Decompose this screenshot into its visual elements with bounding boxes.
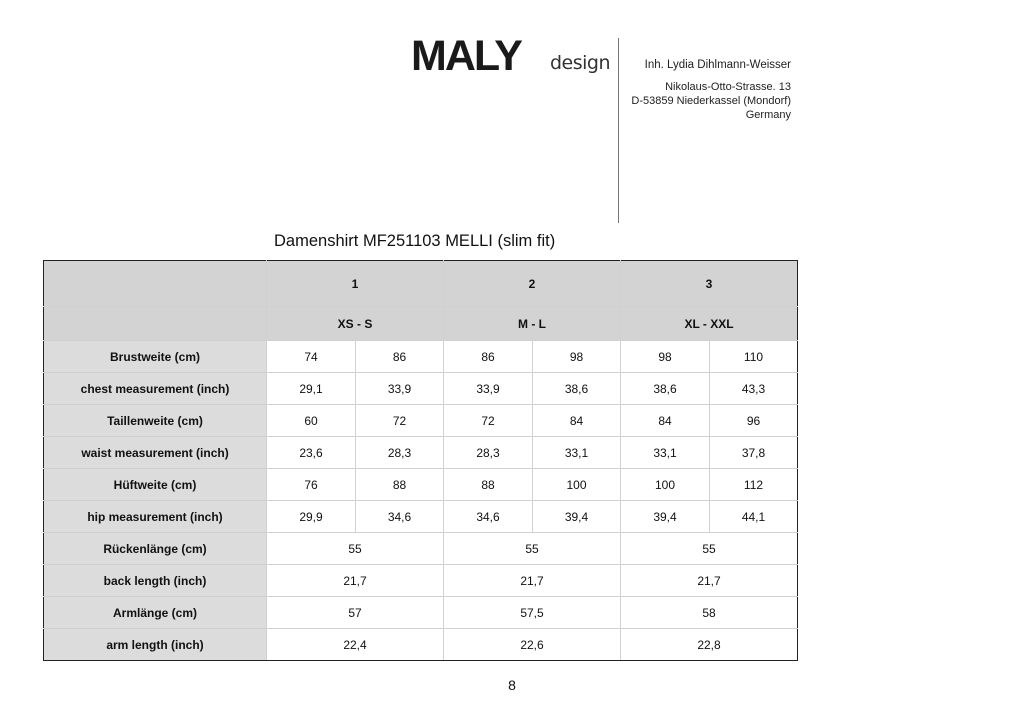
table-cell: 112 <box>710 469 798 501</box>
table-cell: 72 <box>356 405 444 437</box>
table-cell: 29,1 <box>267 373 356 405</box>
table-cell: 33,9 <box>444 373 533 405</box>
table-cell: 86 <box>356 341 444 373</box>
table-cell: 84 <box>533 405 621 437</box>
table-cell: 96 <box>710 405 798 437</box>
table-cell: 43,3 <box>710 373 798 405</box>
table-cell: 29,9 <box>267 501 356 533</box>
address-street: Nikolaus-Otto-Strasse. 13 <box>665 81 791 93</box>
table-cell: 22,4 <box>267 629 444 661</box>
row-label: hip measurement (inch) <box>44 501 267 533</box>
table-cell: 55 <box>621 533 798 565</box>
table-cell: 86 <box>444 341 533 373</box>
table-row <box>44 533 798 565</box>
brand-name: MALY <box>411 32 521 80</box>
size-range-header: M - L <box>444 307 621 341</box>
table-cell: 21,7 <box>621 565 798 597</box>
table-cell: 98 <box>621 341 710 373</box>
table-cell: 38,6 <box>533 373 621 405</box>
table-cell: 39,4 <box>621 501 710 533</box>
brand-logo <box>411 32 611 80</box>
table-cell: 58 <box>621 597 798 629</box>
table-cell: 84 <box>621 405 710 437</box>
table-cell: 98 <box>533 341 621 373</box>
header-row-groups <box>44 261 798 307</box>
row-label: Rückenlänge (cm) <box>44 533 267 565</box>
table-cell: 38,6 <box>621 373 710 405</box>
table-cell: 22,8 <box>621 629 798 661</box>
group-header: 2 <box>444 261 621 307</box>
table-cell: 22,6 <box>444 629 621 661</box>
table-row <box>44 629 798 661</box>
group-header: 1 <box>267 261 444 307</box>
table-cell: 72 <box>444 405 533 437</box>
table-row <box>44 565 798 597</box>
table-cell: 57 <box>267 597 444 629</box>
table-cell: 57,5 <box>444 597 621 629</box>
address-country: Germany <box>745 109 791 121</box>
page-number: 8 <box>508 677 516 693</box>
row-label: Brustweite (cm) <box>44 341 267 373</box>
address-block <box>631 58 791 122</box>
row-label: Hüftweite (cm) <box>44 469 267 501</box>
table-cell: 55 <box>444 533 621 565</box>
brand-sub: design <box>550 52 611 74</box>
size-range-header: XL - XXL <box>621 307 798 341</box>
row-label: Taillenweite (cm) <box>44 405 267 437</box>
table-row <box>44 597 798 629</box>
table-cell: 60 <box>267 405 356 437</box>
table-row <box>44 341 798 373</box>
size-chart-table <box>43 260 798 661</box>
table-cell: 28,3 <box>356 437 444 469</box>
table-cell: 110 <box>710 341 798 373</box>
table-cell: 21,7 <box>444 565 621 597</box>
size-range-header: XS - S <box>267 307 444 341</box>
row-label: waist measurement (inch) <box>44 437 267 469</box>
table-cell: 88 <box>356 469 444 501</box>
address-city: D-53859 Niederkassel (Mondorf) <box>631 95 791 107</box>
table-row <box>44 373 798 405</box>
table-cell: 55 <box>267 533 444 565</box>
table-cell: 74 <box>267 341 356 373</box>
table-row <box>44 405 798 437</box>
table-cell: 39,4 <box>533 501 621 533</box>
table-row <box>44 437 798 469</box>
table-cell: 28,3 <box>444 437 533 469</box>
address-owner: Inh. Lydia Dihlmann-Weisser <box>644 59 791 71</box>
row-label: Armlänge (cm) <box>44 597 267 629</box>
table-cell: 76 <box>267 469 356 501</box>
header-corner <box>44 307 267 341</box>
table-cell: 33,9 <box>356 373 444 405</box>
header-corner <box>44 261 267 307</box>
table-cell: 23,6 <box>267 437 356 469</box>
table-cell: 44,1 <box>710 501 798 533</box>
row-label: back length (inch) <box>44 565 267 597</box>
header-row-ranges <box>44 307 798 341</box>
row-label: arm length (inch) <box>44 629 267 661</box>
table-cell: 100 <box>621 469 710 501</box>
document-title: Damenshirt MF251103 MELLI (slim fit) <box>274 232 556 250</box>
table-cell: 88 <box>444 469 533 501</box>
table-cell: 37,8 <box>710 437 798 469</box>
header-divider <box>618 38 619 223</box>
table-cell: 100 <box>533 469 621 501</box>
table-cell: 34,6 <box>356 501 444 533</box>
table-cell: 21,7 <box>267 565 444 597</box>
table-cell: 34,6 <box>444 501 533 533</box>
table-cell: 33,1 <box>621 437 710 469</box>
table-row <box>44 469 798 501</box>
group-header: 3 <box>621 261 798 307</box>
row-label: chest measurement (inch) <box>44 373 267 405</box>
table-row <box>44 501 798 533</box>
table-cell: 33,1 <box>533 437 621 469</box>
